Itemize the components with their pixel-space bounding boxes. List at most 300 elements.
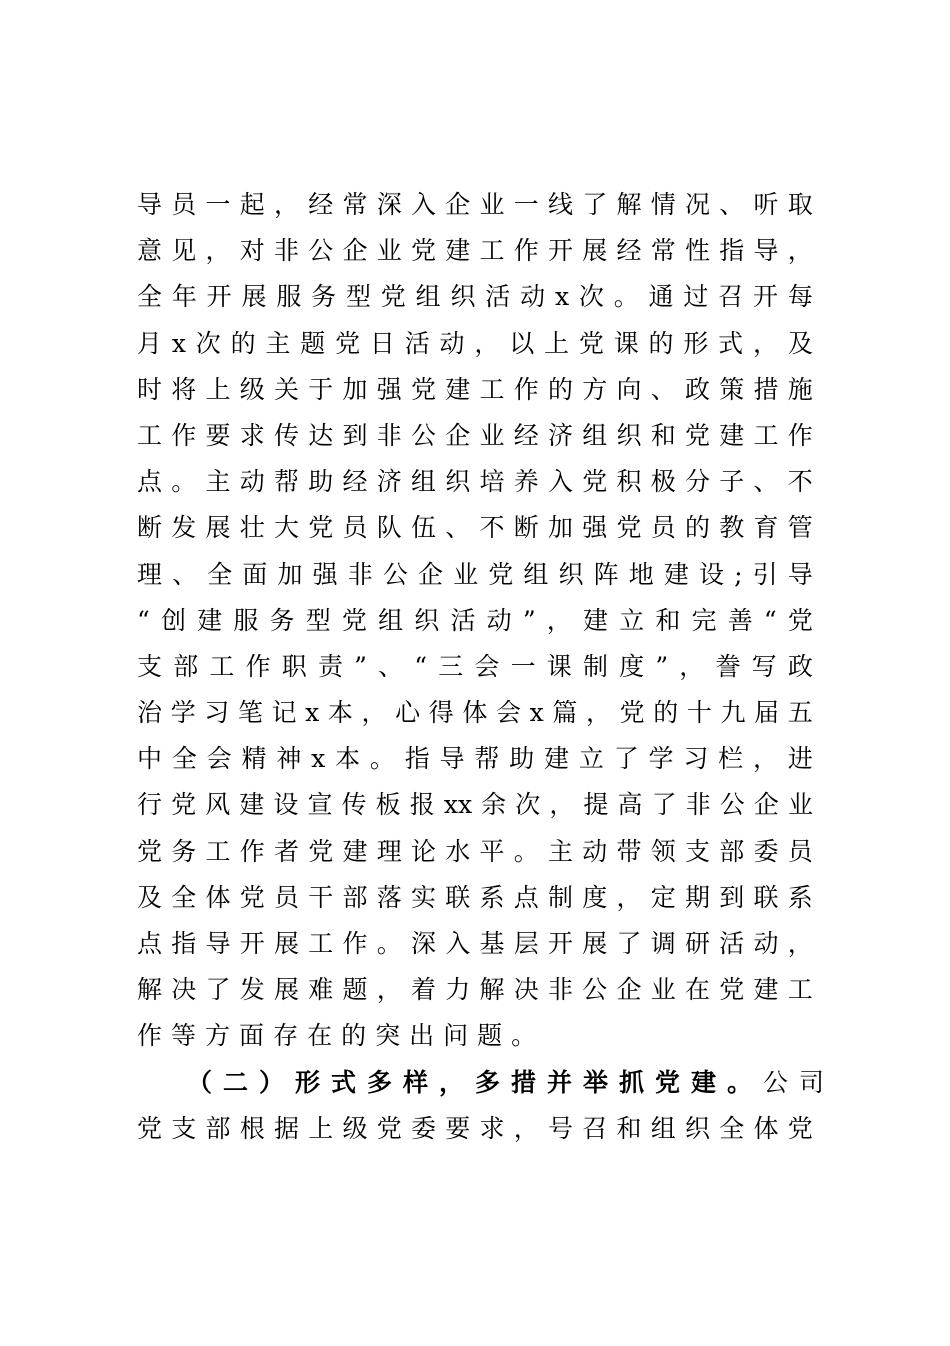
glyph: 经 xyxy=(513,420,539,450)
glyph: 织 xyxy=(558,559,584,589)
glyph: 每 xyxy=(787,282,813,312)
glyph: 课 xyxy=(546,651,572,681)
glyph: 公 xyxy=(382,559,408,589)
glyph: 党 xyxy=(488,559,514,589)
glyph: 企 xyxy=(445,190,471,219)
glyph: 务 xyxy=(171,836,197,866)
glyph: 强 xyxy=(376,374,402,404)
glyph: 深 xyxy=(411,929,437,958)
glyph: 教 xyxy=(719,513,745,543)
glyph: 中 xyxy=(137,744,163,774)
glyph: 难 xyxy=(308,975,334,1005)
glyph: 课 xyxy=(613,328,639,358)
glyph: 员 xyxy=(274,882,300,912)
glyph: 动 xyxy=(753,929,779,958)
glyph: 情 xyxy=(650,190,676,219)
glyph: 展 xyxy=(582,236,608,266)
glyph: 、 xyxy=(445,513,471,543)
glyph: 部 xyxy=(205,1113,231,1143)
glyph: 导 xyxy=(787,559,813,589)
glyph: 誊 xyxy=(715,651,741,681)
text-line xyxy=(137,228,813,274)
glyph: 召 xyxy=(718,282,744,312)
glyph: 一 xyxy=(513,190,539,219)
glyph: 时 xyxy=(137,374,163,404)
glyph: 水 xyxy=(445,836,471,866)
glyph: 会 xyxy=(495,698,521,728)
glyph: 指 xyxy=(404,744,430,774)
glyph: 和 xyxy=(616,1113,642,1143)
glyph: 完 xyxy=(691,605,717,635)
glyph: 立 xyxy=(619,605,645,635)
glyph: 助 xyxy=(308,467,334,497)
glyph: 导 xyxy=(439,744,465,774)
glyph: 建 xyxy=(445,374,471,404)
glyph: 企 xyxy=(616,975,642,1005)
text-line xyxy=(137,829,813,875)
glyph: 非 xyxy=(685,790,711,820)
glyph: 公 xyxy=(411,420,437,450)
glyph: 联 xyxy=(753,882,779,912)
glyph: 的 xyxy=(230,328,256,358)
glyph: ， xyxy=(361,698,387,728)
glyph: 管 xyxy=(787,513,813,543)
glyph: 员 xyxy=(787,836,813,866)
glyph: 指 xyxy=(719,236,745,266)
glyph: 点 xyxy=(137,929,163,958)
glyph: 在 xyxy=(685,975,711,1005)
glyph: 非 xyxy=(347,559,373,589)
glyph: 非 xyxy=(548,975,574,1005)
glyph: ” xyxy=(655,651,669,681)
glyph: 企 xyxy=(342,236,368,266)
glyph: 党 xyxy=(578,328,604,358)
glyph: 作 xyxy=(342,929,368,958)
text-line xyxy=(137,875,813,921)
text-line xyxy=(137,413,813,459)
glyph: 责 xyxy=(317,651,343,681)
glyph: 党 xyxy=(239,882,265,912)
glyph: 记 xyxy=(271,698,297,728)
glyph: 一 xyxy=(205,190,231,219)
glyph: 月 xyxy=(137,328,163,358)
glyph: 导 xyxy=(137,190,163,219)
glyph: 支 xyxy=(137,651,163,681)
glyph: 要 xyxy=(205,420,231,450)
glyph: 员 xyxy=(342,513,368,543)
glyph: 号 xyxy=(548,1113,574,1143)
section-heading-line xyxy=(137,1060,836,1106)
glyph: 委 xyxy=(411,1113,437,1143)
glyph: 通 xyxy=(648,282,674,312)
glyph: 理 xyxy=(137,559,163,589)
glyph: 党 xyxy=(411,374,437,404)
glyph: 型 xyxy=(305,605,331,635)
glyph: 治 xyxy=(137,698,163,728)
glyph: 非 xyxy=(274,236,300,266)
glyph: 过 xyxy=(683,282,709,312)
glyph: 政 xyxy=(787,651,813,681)
glyph: 业 xyxy=(376,236,402,266)
glyph: 的 xyxy=(341,1021,367,1051)
glyph: 强 xyxy=(582,513,608,543)
glyph: 的 xyxy=(548,374,574,404)
glyph: 提 xyxy=(583,790,609,820)
glyph: 等 xyxy=(171,1021,197,1051)
glyph: 高 xyxy=(617,790,643,820)
glyph: 极 xyxy=(650,467,676,497)
glyph: 发 xyxy=(239,975,265,1005)
glyph: 到 xyxy=(719,882,745,912)
glyph: 公 xyxy=(308,236,334,266)
glyph: 组 xyxy=(378,605,404,635)
section-heading-tail: 公司 xyxy=(763,1067,836,1097)
glyph: 组 xyxy=(650,1113,676,1143)
glyph: 工 xyxy=(479,236,505,266)
glyph: 党 xyxy=(380,282,406,312)
glyph: 面 xyxy=(239,1021,265,1051)
glyph: 的 xyxy=(653,698,679,728)
glyph: ， xyxy=(205,236,231,266)
glyph: 开 xyxy=(548,929,574,958)
glyph: 支 xyxy=(171,1113,197,1143)
glyph: 党 xyxy=(582,467,608,497)
glyph: 开 xyxy=(239,929,265,958)
glyph: 次 xyxy=(195,328,221,358)
glyph: 措 xyxy=(753,374,779,404)
glyph: 以 xyxy=(509,328,535,358)
glyph: 平 xyxy=(479,836,505,866)
glyph: 向 xyxy=(616,374,642,404)
glyph: 届 xyxy=(754,698,780,728)
glyph: 会 xyxy=(474,651,500,681)
glyph: 工 xyxy=(479,374,505,404)
glyph: 听 xyxy=(753,190,779,219)
glyph: 织 xyxy=(616,420,642,450)
glyph: ， xyxy=(753,744,779,774)
glyph: 神 xyxy=(276,744,302,774)
glyph: 常 xyxy=(650,236,676,266)
glyph: 研 xyxy=(685,929,711,958)
glyph: 党 xyxy=(411,236,437,266)
glyph: 工 xyxy=(753,420,779,450)
glyph: 发 xyxy=(171,513,197,543)
glyph: 展 xyxy=(274,929,300,958)
text-line xyxy=(137,782,813,828)
glyph: 体 xyxy=(205,882,231,912)
glyph: 党 xyxy=(787,1113,813,1143)
glyph: 本 xyxy=(327,698,353,728)
glyph: 企 xyxy=(753,790,779,820)
glyph: 取 xyxy=(787,190,813,219)
glyph: 企 xyxy=(445,420,471,450)
glyph: 公 xyxy=(719,790,745,820)
glyph: 全 xyxy=(171,882,197,912)
glyph: 大 xyxy=(274,513,300,543)
glyph: “ xyxy=(137,605,150,635)
glyph: 制 xyxy=(548,882,574,912)
glyph: 解 xyxy=(616,190,642,219)
glyph: 学 xyxy=(170,698,196,728)
text-line xyxy=(137,690,813,736)
glyph: ， xyxy=(787,236,813,266)
glyph: 根 xyxy=(239,1113,265,1143)
glyph: 服 xyxy=(276,282,302,312)
glyph: 况 xyxy=(685,190,711,219)
glyph: 动 xyxy=(520,282,546,312)
glyph: 开 xyxy=(548,236,574,266)
glyph: x xyxy=(529,698,544,728)
glyph: 不 xyxy=(479,513,505,543)
glyph: ， xyxy=(376,975,402,1005)
glyph: 职 xyxy=(281,651,307,681)
text-line xyxy=(137,921,813,967)
glyph: 工 xyxy=(137,420,163,450)
glyph: 精 xyxy=(241,744,267,774)
glyph: 本 xyxy=(335,744,361,774)
glyph: 队 xyxy=(376,513,402,543)
glyph: 题 xyxy=(477,1021,503,1051)
glyph: 部 xyxy=(173,651,199,681)
glyph: 组 xyxy=(411,467,437,497)
glyph: xx xyxy=(443,790,473,820)
glyph: “ xyxy=(414,651,428,681)
glyph: 着 xyxy=(411,975,437,1005)
glyph: 党 xyxy=(137,1113,163,1143)
glyph: 指 xyxy=(171,929,197,958)
glyph: 了 xyxy=(651,790,677,820)
glyph: 决 xyxy=(171,975,197,1005)
glyph: 线 xyxy=(548,190,574,219)
glyph: 度 xyxy=(619,651,645,681)
glyph: 体 xyxy=(462,698,488,728)
glyph: 动 xyxy=(486,605,512,635)
glyph: 党 xyxy=(685,420,711,450)
glyph: 建 xyxy=(719,420,745,450)
glyph: 、 xyxy=(378,651,404,681)
glyph: 党 xyxy=(376,1113,402,1143)
glyph: 方 xyxy=(582,374,608,404)
glyph: 建 xyxy=(197,605,223,635)
glyph: 动 xyxy=(439,328,465,358)
glyph: 力 xyxy=(445,975,471,1005)
glyph: 入 xyxy=(548,467,574,497)
glyph: 要 xyxy=(445,1113,471,1143)
glyph: 。 xyxy=(369,744,395,774)
glyph: 设 xyxy=(699,559,725,589)
glyph: 。 xyxy=(171,467,197,497)
text-line xyxy=(137,321,813,367)
text-line xyxy=(137,459,813,505)
text-line xyxy=(137,736,813,782)
glyph: 上 xyxy=(205,374,231,404)
glyph: 加 xyxy=(548,513,574,543)
glyph: 主 xyxy=(548,836,574,866)
glyph: 存 xyxy=(273,1021,299,1051)
glyph: ， xyxy=(585,698,611,728)
glyph: 十 xyxy=(686,698,712,728)
glyph: 积 xyxy=(616,467,642,497)
glyph: 帮 xyxy=(274,467,300,497)
glyph: 加 xyxy=(277,559,303,589)
glyph: ， xyxy=(513,1113,539,1143)
glyph: 体 xyxy=(753,1113,779,1143)
glyph: 在 xyxy=(307,1021,333,1051)
glyph: 解 xyxy=(137,975,163,1005)
glyph: 员 xyxy=(650,513,676,543)
glyph: 问 xyxy=(443,1021,469,1051)
glyph: 领 xyxy=(650,836,676,866)
glyph: 作 xyxy=(245,651,271,681)
glyph: 策 xyxy=(719,374,745,404)
glyph: 日 xyxy=(369,328,395,358)
glyph: 报 xyxy=(409,790,435,820)
glyph: 作 xyxy=(513,236,539,266)
glyph: 子 xyxy=(719,467,745,497)
glyph: 级 xyxy=(342,1113,368,1143)
glyph: 出 xyxy=(409,1021,435,1051)
glyph: ， xyxy=(274,190,300,219)
glyph: 式 xyxy=(718,328,744,358)
glyph: 传 xyxy=(341,790,367,820)
glyph: 宣 xyxy=(307,790,333,820)
glyph: 建 xyxy=(544,744,570,774)
text-line xyxy=(137,274,813,320)
glyph: 工 xyxy=(787,975,813,1005)
glyph: 展 xyxy=(274,975,300,1005)
glyph: 导 xyxy=(753,236,779,266)
glyph: 壮 xyxy=(239,513,265,543)
glyph: 调 xyxy=(650,929,676,958)
glyph: 引 xyxy=(752,559,778,589)
glyph: 风 xyxy=(205,790,231,820)
glyph: 善 xyxy=(727,605,753,635)
glyph: 。 xyxy=(613,282,639,312)
glyph: 部 xyxy=(719,836,745,866)
glyph: 五 xyxy=(787,698,813,728)
glyph: 分 xyxy=(685,467,711,497)
glyph: 干 xyxy=(308,882,334,912)
glyph: 务 xyxy=(311,282,337,312)
glyph: 次 xyxy=(578,282,604,312)
glyph: 经 xyxy=(616,236,642,266)
glyph: 栏 xyxy=(718,744,744,774)
glyph: ， xyxy=(679,651,705,681)
glyph: 立 xyxy=(578,744,604,774)
glyph: 活 xyxy=(450,605,476,635)
glyph: 、 xyxy=(719,190,745,219)
glyph: 活 xyxy=(485,282,511,312)
glyph: x xyxy=(311,744,326,774)
body-text xyxy=(137,182,836,1152)
glyph: 作 xyxy=(239,836,265,866)
glyph: 关 xyxy=(274,374,300,404)
glyph: 九 xyxy=(720,698,746,728)
glyph: 业 xyxy=(650,975,676,1005)
glyph: 对 xyxy=(239,236,265,266)
glyph: 织 xyxy=(414,605,440,635)
glyph: ， xyxy=(546,605,572,635)
glyph: 党 xyxy=(616,513,642,543)
glyph: 求 xyxy=(479,1113,505,1143)
glyph: 点 xyxy=(513,882,539,912)
glyph: 实 xyxy=(411,882,437,912)
glyph: 培 xyxy=(479,467,505,497)
glyph: 系 xyxy=(787,882,813,912)
glyph: 助 xyxy=(509,744,535,774)
glyph: 年 xyxy=(171,282,197,312)
glyph: 。 xyxy=(513,836,539,866)
glyph: 组 xyxy=(582,420,608,450)
glyph: 求 xyxy=(239,420,265,450)
glyph: 于 xyxy=(308,374,334,404)
text-line xyxy=(137,182,813,228)
text-line xyxy=(137,1106,813,1152)
glyph: 阵 xyxy=(593,559,619,589)
glyph: 建 xyxy=(753,975,779,1005)
glyph: 作 xyxy=(171,420,197,450)
glyph: 全 xyxy=(171,744,197,774)
glyph: 经 xyxy=(342,467,368,497)
glyph: 动 xyxy=(239,467,265,497)
glyph: 到 xyxy=(342,420,368,450)
glyph: 服 xyxy=(233,605,259,635)
glyph: 的 xyxy=(648,328,674,358)
glyph: 传 xyxy=(274,420,300,450)
glyph: 上 xyxy=(544,328,570,358)
glyph: 党 xyxy=(341,605,367,635)
glyph: x xyxy=(305,698,320,728)
glyph: ” xyxy=(354,651,367,681)
glyph: 层 xyxy=(513,929,539,958)
glyph: 方 xyxy=(205,1021,231,1051)
glyph: 党 xyxy=(171,790,197,820)
glyph: 深 xyxy=(376,190,402,219)
glyph: 动 xyxy=(582,836,608,866)
glyph: 定 xyxy=(650,882,676,912)
glyph: 党 xyxy=(308,513,334,543)
glyph: 工 xyxy=(209,651,235,681)
glyph: 。 xyxy=(376,929,402,958)
glyph: 设 xyxy=(273,790,299,820)
glyph: 起 xyxy=(239,190,265,219)
glyph: 联 xyxy=(445,882,471,912)
glyph: 织 xyxy=(445,467,471,497)
glyph: 基 xyxy=(479,929,505,958)
glyph: 一 xyxy=(510,651,536,681)
text-line xyxy=(137,1013,813,1059)
glyph: 委 xyxy=(753,836,779,866)
glyph: 了 xyxy=(582,190,608,219)
glyph: x xyxy=(554,282,570,312)
glyph: 意 xyxy=(137,236,163,266)
glyph: 不 xyxy=(787,467,813,497)
glyph: 织 xyxy=(685,1113,711,1143)
glyph: 织 xyxy=(450,282,476,312)
glyph: 党 xyxy=(308,836,334,866)
glyph: 心 xyxy=(395,698,421,728)
glyph: 活 xyxy=(719,929,745,958)
glyph: 和 xyxy=(650,420,676,450)
glyph: 将 xyxy=(171,374,197,404)
glyph: 济 xyxy=(376,467,402,497)
glyph: 组 xyxy=(523,559,549,589)
glyph: 建 xyxy=(582,605,608,635)
glyph: 业 xyxy=(787,790,813,820)
glyph: 学 xyxy=(648,744,674,774)
glyph: 篇 xyxy=(552,698,578,728)
text-line xyxy=(137,505,813,551)
